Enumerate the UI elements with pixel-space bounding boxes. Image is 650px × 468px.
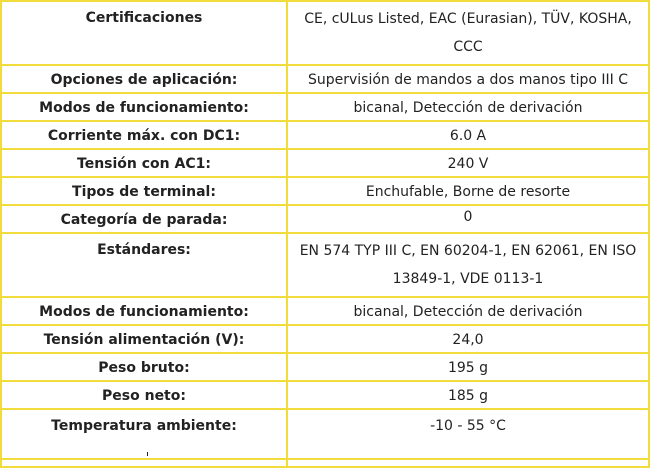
empty-cell	[288, 460, 648, 466]
table-row	[2, 122, 648, 148]
table-row	[2, 2, 648, 64]
table-row	[2, 150, 648, 176]
spec-value: bicanal, Detección de derivación	[288, 298, 648, 324]
spec-label: Modos de funcionamiento:	[2, 94, 286, 120]
empty-cell	[2, 460, 286, 466]
table-row	[2, 66, 648, 92]
spec-label: Estándares:	[2, 234, 286, 296]
table-row	[2, 326, 648, 352]
spec-value: Enchufable, Borne de resorte	[288, 178, 648, 204]
spec-value: 6.0 A	[288, 122, 648, 148]
spec-value: CE, cULus Listed, EAC (Eurasian), TÜV, KOSHA, CCC	[288, 2, 648, 64]
spec-value: 24,0	[288, 326, 648, 352]
table-row	[2, 382, 648, 408]
cut-off-text-fragment	[147, 452, 148, 456]
spec-value: -10 - 55 °C	[288, 410, 648, 458]
spec-value: 195 g	[288, 354, 648, 380]
spec-value: EN 574 TYP III C, EN 60204-1, EN 62061, EN ISO 13849-1, VDE 0113-1	[288, 234, 648, 296]
table-row	[2, 298, 648, 324]
table-row	[2, 94, 648, 120]
table-row	[2, 354, 648, 380]
spec-label: Tensión alimentación (V):	[2, 326, 286, 352]
spec-label: Temperatura ambiente:	[2, 410, 286, 458]
spec-label: Categoría de parada:	[2, 206, 286, 232]
spec-label: Tensión con AC1:	[2, 150, 286, 176]
spec-value: Supervisión de mandos a dos manos tipo III C	[288, 66, 648, 92]
spec-label: Certificaciones	[2, 2, 286, 64]
table-row	[2, 234, 648, 296]
spec-value: 0	[288, 206, 648, 232]
spec-label: Tipos de terminal:	[2, 178, 286, 204]
spec-value: 185 g	[288, 382, 648, 408]
table-row	[2, 206, 648, 232]
table-row	[2, 178, 648, 204]
table-row	[2, 460, 648, 466]
spec-label: Modos de funcionamiento:	[2, 298, 286, 324]
spec-value: 240 V	[288, 150, 648, 176]
spec-label: Peso bruto:	[2, 354, 286, 380]
spec-label: Opciones de aplicación:	[2, 66, 286, 92]
table-row	[2, 410, 648, 458]
spec-label: Peso neto:	[2, 382, 286, 408]
spec-label: Corriente máx. con DC1:	[2, 122, 286, 148]
spec-value: bicanal, Detección de derivación	[288, 94, 648, 120]
